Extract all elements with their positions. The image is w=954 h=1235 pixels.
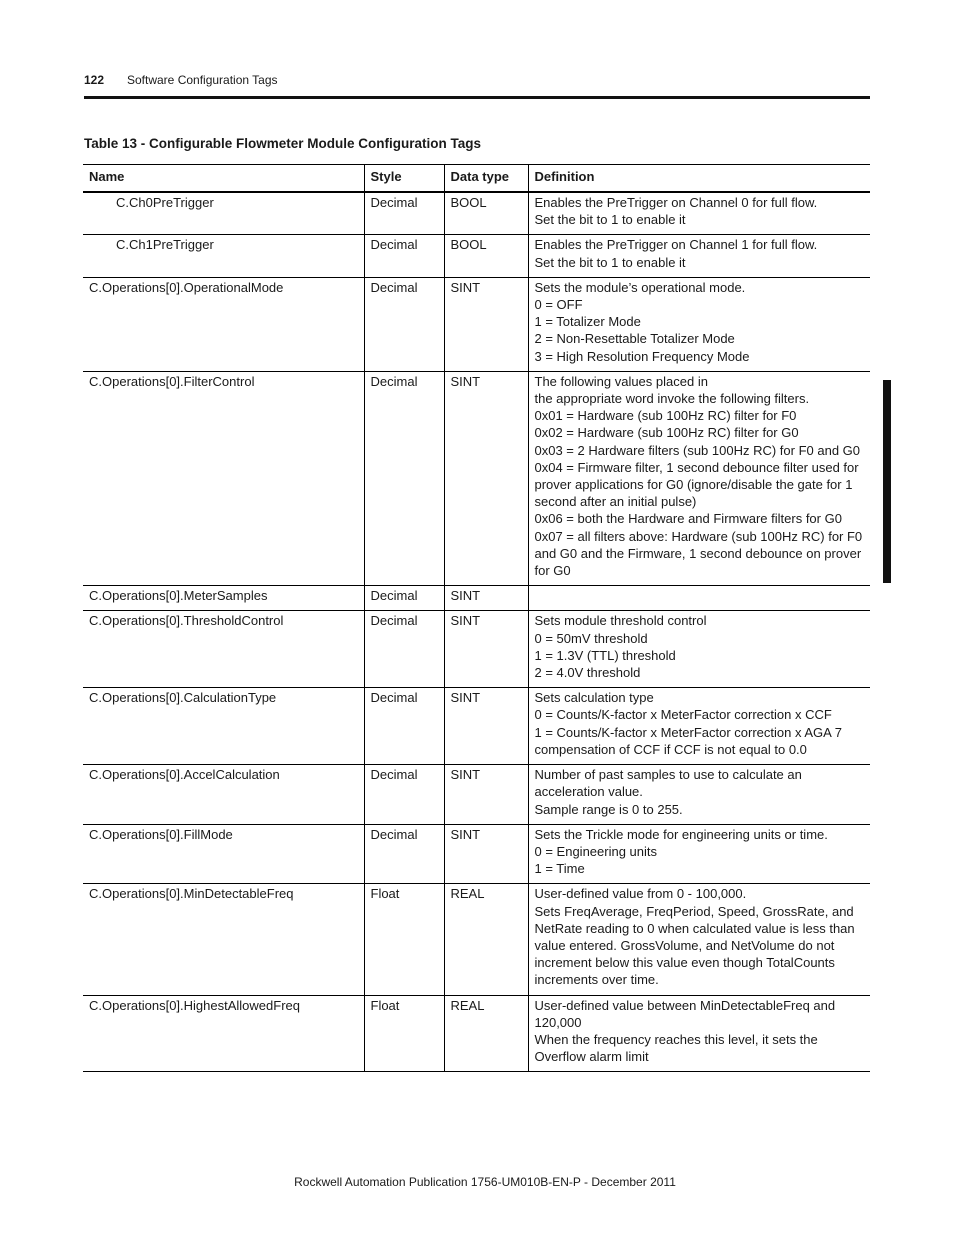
table-caption: Table 13 - Configurable Flowmeter Module Configuration Tags bbox=[84, 136, 482, 151]
tag-data-type: SINT bbox=[444, 765, 528, 825]
page-footer bbox=[0, 1175, 954, 1189]
table-row bbox=[83, 192, 870, 235]
definition-line: Sets FreqAverage, FreqPeriod, Speed, GrossRate, and NetRate reading to 0 when calculated value is less than value entered. GrossVolume, and NetVolume do not increment below this value even though TotalCounts increments over time. bbox=[534, 903, 855, 988]
definition-line: Number of past samples to use to calculate an acceleration value. bbox=[534, 767, 802, 800]
page-header bbox=[84, 73, 870, 95]
definition-line: Set the bit to 1 to enable it bbox=[534, 212, 686, 228]
page-number: 122 bbox=[84, 73, 105, 87]
definition-line: 0 = 50mV threshold bbox=[534, 630, 648, 646]
definition-line: 0x06 = both the Hardware and Firmware filters for G0 bbox=[534, 511, 842, 527]
tag-name: C.Operations[0].MinDetectableFreq bbox=[83, 884, 364, 995]
tag-definition bbox=[528, 765, 870, 825]
tag-data-type: BOOL bbox=[444, 235, 528, 277]
tag-data-type: REAL bbox=[444, 884, 528, 995]
definition-line: 2 = Non-Resettable Totalizer Mode bbox=[534, 331, 735, 347]
table-row bbox=[83, 765, 870, 825]
table-row bbox=[83, 277, 870, 371]
tag-name: C.Operations[0].ThresholdControl bbox=[83, 611, 364, 688]
table-row bbox=[83, 235, 870, 277]
tag-definition bbox=[528, 611, 870, 688]
tag-data-type: REAL bbox=[444, 995, 528, 1072]
table-row bbox=[83, 688, 870, 765]
definition-line: the appropriate word invoke the following filters. bbox=[534, 391, 810, 407]
chapter-thumb-tab bbox=[883, 380, 891, 583]
tag-definition bbox=[528, 995, 870, 1072]
definition-line: 3 = High Resolution Frequency Mode bbox=[534, 348, 750, 364]
definition-line: Sample range is 0 to 255. bbox=[534, 801, 683, 817]
tag-style: Decimal bbox=[364, 586, 444, 611]
tag-name: C.Operations[0].MeterSamples bbox=[83, 586, 364, 611]
definition-line: Sets the Trickle mode for engineering units or time. bbox=[534, 826, 828, 842]
tag-data-type: SINT bbox=[444, 371, 528, 585]
tag-style: Decimal bbox=[364, 824, 444, 884]
tag-style: Float bbox=[364, 884, 444, 995]
tag-style: Decimal bbox=[364, 192, 444, 235]
definition-line: Enables the PreTrigger on Channel 0 for full flow. bbox=[534, 195, 818, 210]
tag-style: Decimal bbox=[364, 235, 444, 277]
tag-definition bbox=[528, 371, 870, 585]
definition-line: Enables the PreTrigger on Channel 1 for full flow. bbox=[534, 237, 818, 253]
definition-line: 1 = Totalizer Mode bbox=[534, 314, 641, 330]
definition-line: User-defined value between MinDetectableFreq and 120,000 bbox=[534, 997, 836, 1030]
table-row bbox=[83, 824, 870, 884]
definition-line: 0 = Counts/K-factor x MeterFactor correction x CCF bbox=[534, 707, 832, 723]
definition-line: 2 = 4.0V threshold bbox=[534, 665, 641, 681]
column-header-definition: Definition bbox=[528, 165, 870, 193]
table-row bbox=[83, 995, 870, 1072]
table-header-row bbox=[83, 165, 870, 193]
tag-data-type: SINT bbox=[444, 611, 528, 688]
definition-line: 1 = Counts/K-factor x MeterFactor correction x AGA 7 compensation of CCF if CCF is not equal to 0.0 bbox=[534, 724, 842, 757]
tag-name: C.Ch0PreTrigger bbox=[83, 192, 364, 235]
definition-line: The following values placed in bbox=[534, 373, 708, 389]
tag-definition bbox=[528, 688, 870, 765]
tag-data-type: SINT bbox=[444, 586, 528, 611]
definition-line: 0x07 = all filters above: Hardware (sub 100Hz RC) for F0 and G0 and the Firmware, 1 second debounce on prover for G0 bbox=[534, 528, 863, 579]
definition-line: 0x01 = Hardware (sub 100Hz RC) filter for F0 bbox=[534, 408, 797, 424]
section-title: Software Configuration Tags bbox=[127, 73, 278, 87]
definition-line: Sets the module’s operational mode. bbox=[534, 279, 746, 295]
definition-line: 0x02 = Hardware (sub 100Hz RC) filter for G0 bbox=[534, 425, 799, 441]
tag-definition bbox=[528, 824, 870, 884]
definition-line: Sets module threshold control bbox=[534, 613, 707, 629]
table-row bbox=[83, 611, 870, 688]
publication-info: Rockwell Automation Publication 1756-UM010B-EN-P - December 2011 bbox=[294, 1175, 676, 1189]
table-row bbox=[83, 884, 870, 995]
header-rule bbox=[84, 96, 870, 99]
tag-name: C.Operations[0].CalculationType bbox=[83, 688, 364, 765]
tag-name: C.Operations[0].OperationalMode bbox=[83, 277, 364, 371]
tag-data-type: BOOL bbox=[444, 192, 528, 235]
column-header-style: Style bbox=[364, 165, 444, 193]
table-body bbox=[83, 192, 870, 1072]
tag-name: C.Operations[0].AccelCalculation bbox=[83, 765, 364, 825]
tag-name: C.Operations[0].FillMode bbox=[83, 824, 364, 884]
tag-name: C.Ch1PreTrigger bbox=[83, 235, 364, 277]
tag-style: Decimal bbox=[364, 611, 444, 688]
table-row bbox=[83, 371, 870, 585]
tag-style: Float bbox=[364, 995, 444, 1072]
tag-style: Decimal bbox=[364, 277, 444, 371]
definition-line: 0 = OFF bbox=[534, 297, 583, 313]
definition-line: 0 = Engineering units bbox=[534, 843, 658, 859]
definition-line: 1 = 1.3V (TTL) threshold bbox=[534, 647, 676, 663]
column-header-data-type: Data type bbox=[444, 165, 528, 193]
tag-data-type: SINT bbox=[444, 688, 528, 765]
definition-line: 1 = Time bbox=[534, 861, 585, 877]
tag-definition bbox=[528, 235, 870, 277]
definition-line: Set the bit to 1 to enable it bbox=[534, 254, 686, 270]
tag-data-type: SINT bbox=[444, 277, 528, 371]
tag-definition bbox=[528, 277, 870, 371]
tag-style: Decimal bbox=[364, 765, 444, 825]
tag-name: C.Operations[0].FilterControl bbox=[83, 371, 364, 585]
definition-line: 0x03 = 2 Hardware filters (sub 100Hz RC) for F0 and G0 bbox=[534, 442, 861, 458]
configuration-tags-table bbox=[83, 164, 870, 1072]
tag-style: Decimal bbox=[364, 688, 444, 765]
column-header-name: Name bbox=[83, 165, 364, 193]
definition-line: When the frequency reaches this level, it sets the Overflow alarm limit bbox=[534, 1031, 818, 1065]
definition-line: Sets calculation type bbox=[534, 690, 654, 706]
table-row bbox=[83, 586, 870, 611]
tag-definition bbox=[528, 586, 870, 611]
tag-data-type: SINT bbox=[444, 824, 528, 884]
definition-line: 0x04 = Firmware filter, 1 second debounce filter used for prover applications for G0 (ignore/disable the gate for 1 second after an initial pulse) bbox=[534, 459, 859, 510]
tag-definition bbox=[528, 192, 870, 235]
tag-name: C.Operations[0].HighestAllowedFreq bbox=[83, 995, 364, 1072]
definition-line: User-defined value from 0 - 100,000. bbox=[534, 886, 747, 902]
tag-style: Decimal bbox=[364, 371, 444, 585]
tag-definition bbox=[528, 884, 870, 995]
